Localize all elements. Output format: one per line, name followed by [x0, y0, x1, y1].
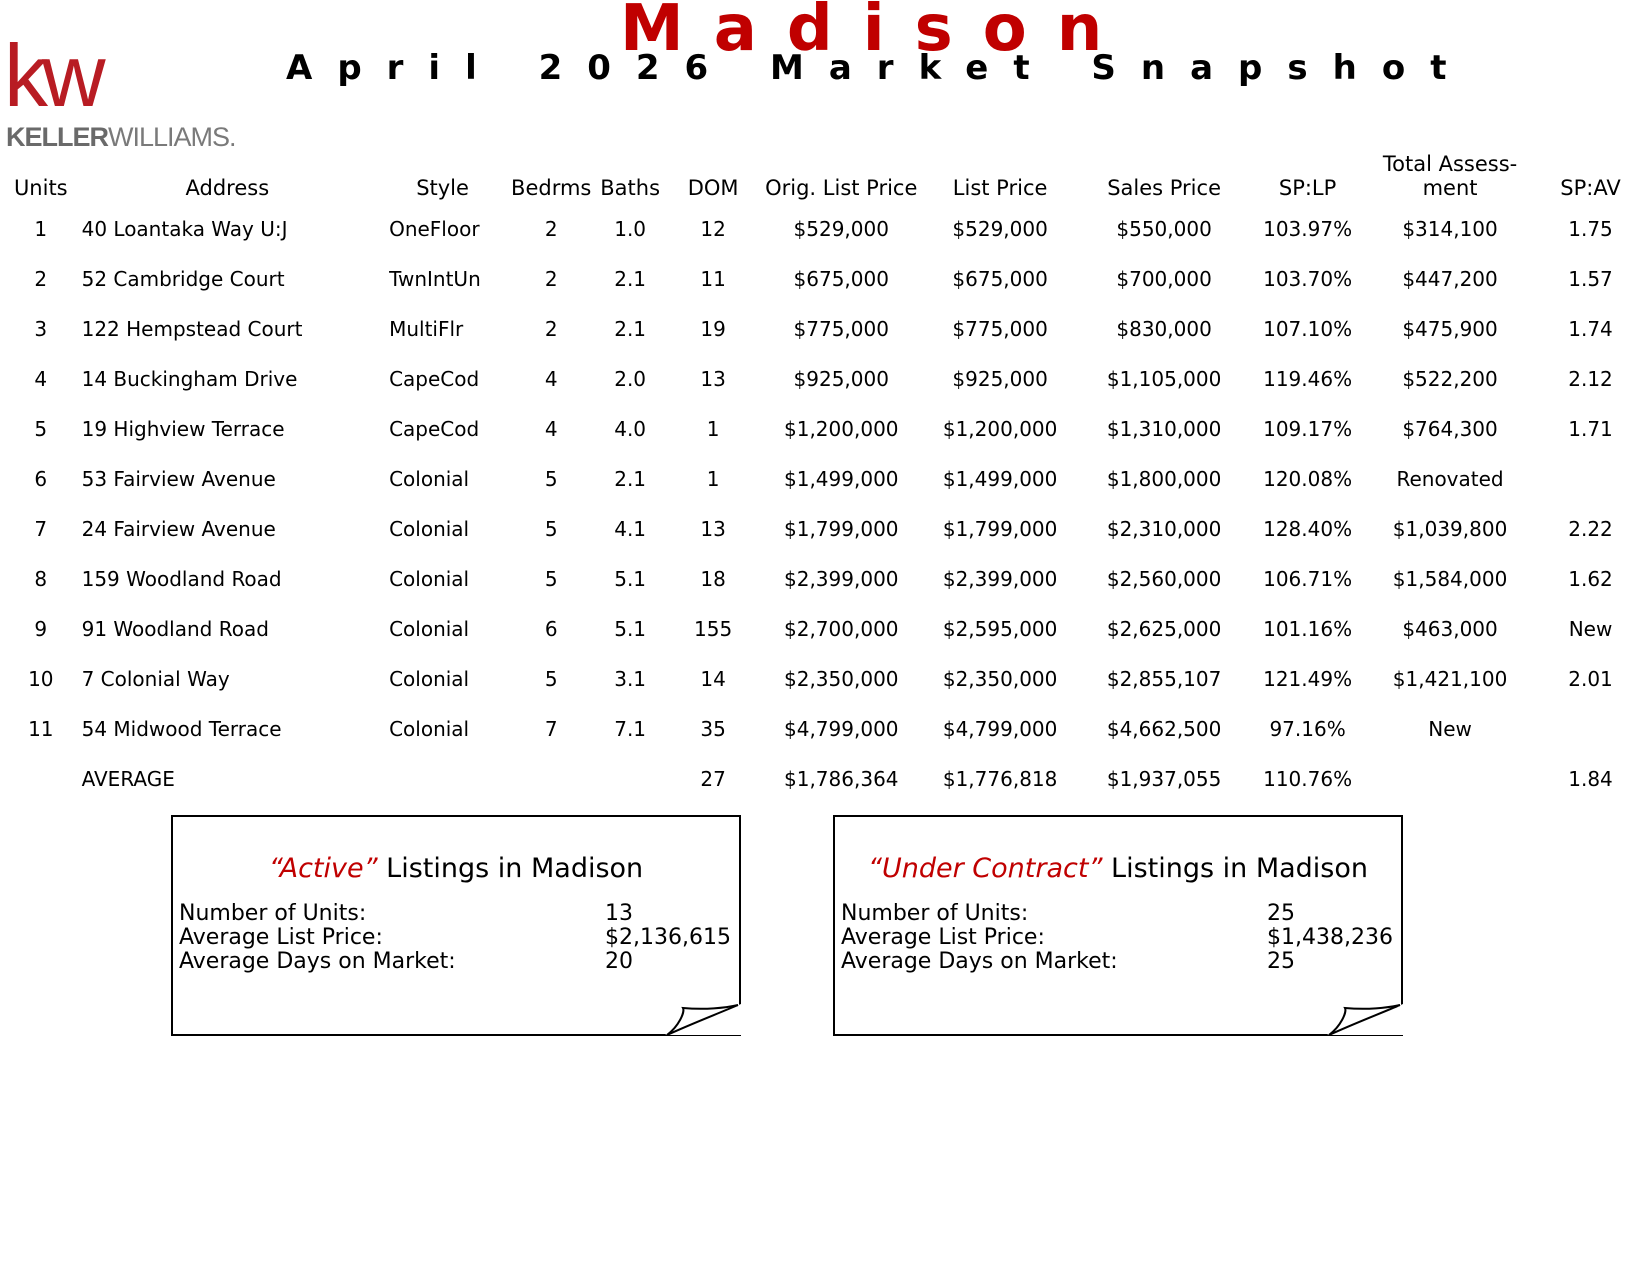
cell-bedrms: 5 — [544, 667, 558, 691]
cell-orig-list-price: $2,399,000 — [784, 567, 899, 591]
col-header-sp-lp: SP:LP — [1278, 176, 1337, 200]
cell-sp-av: 2.01 — [1568, 667, 1613, 691]
cell-address: 53 Fairview Avenue — [81, 467, 276, 491]
kw-logo-mark — [4, 40, 112, 118]
cell-bedrms: 2 — [544, 267, 558, 291]
cell-total-assessment: $1,039,800 — [1392, 517, 1508, 541]
cell-bedrms: 2 — [544, 317, 558, 341]
cell-bedrms: 7 — [544, 717, 558, 741]
cell-list-price: $775,000 — [952, 317, 1048, 341]
average-cell-sp-lp: 110.76% — [1263, 767, 1353, 791]
col-header-sales-price: Sales Price — [1107, 176, 1221, 200]
col-header-dom: DOM — [687, 176, 739, 200]
cell-style: TwnIntUn — [389, 267, 481, 291]
cell-dom: 18 — [700, 567, 726, 591]
cell-list-price: $529,000 — [952, 217, 1048, 241]
cell-sp-lp: 97.16% — [1269, 717, 1346, 741]
cell-address: 19 Highview Terrace — [81, 417, 285, 441]
cell-dom: 12 — [700, 217, 726, 241]
cell-style: OneFloor — [389, 217, 480, 241]
col-header-baths: Baths — [600, 176, 661, 200]
average-cell-bedrms — [504, 754, 598, 804]
average-cell-sales-price: $1,937,055 — [1106, 767, 1222, 791]
table-header-row — [8, 140, 1650, 204]
contract-avg-dom-label: Average Days on Market: — [841, 949, 1118, 974]
cell-baths: 1.0 — [614, 217, 647, 241]
active-units-value: 13 — [605, 901, 633, 926]
cell-sp-lp: 103.70% — [1263, 267, 1353, 291]
cell-sp-lp: 119.46% — [1263, 367, 1353, 391]
col-header-units: Units — [13, 176, 68, 200]
cell-address: 24 Fairview Avenue — [81, 517, 276, 541]
cell-bedrms: 6 — [544, 617, 558, 641]
cell-bedrms: 5 — [544, 517, 558, 541]
cell-bedrms: 4 — [544, 417, 558, 441]
active-listings-box — [171, 815, 741, 1036]
cell-baths: 2.1 — [614, 467, 647, 491]
cell-orig-list-price: $2,700,000 — [784, 617, 899, 641]
cell-list-price: $2,595,000 — [942, 617, 1058, 641]
col-header-total-assessment — [1369, 140, 1531, 204]
logo-name-bold: KELLER — [6, 122, 108, 152]
cell-list-price: $1,200,000 — [942, 417, 1058, 441]
col-header-bedrms: Bedrms — [511, 176, 592, 200]
cell-dom: 1 — [706, 417, 720, 441]
cell-total-assessment: $764,300 — [1402, 417, 1498, 441]
col-header-sp-av: SP:AV — [1560, 176, 1621, 200]
active-avg-price-value: $2,136,615 — [605, 925, 731, 950]
cell-style: Colonial — [389, 567, 470, 591]
cell-sales-price: $830,000 — [1116, 317, 1212, 341]
page-subtitle: April 2026 Market Snapshot — [286, 48, 1472, 88]
cell-baths: 3.1 — [614, 667, 647, 691]
active-units-label: Number of Units: — [179, 901, 367, 926]
cell-list-price: $2,399,000 — [942, 567, 1058, 591]
active-avg-dom-value: 20 — [605, 949, 633, 974]
average-cell-style — [381, 754, 504, 804]
average-row — [8, 754, 1650, 804]
contract-avg-price-value: $1,438,236 — [1267, 925, 1393, 950]
cell-list-price: $925,000 — [952, 367, 1048, 391]
cell-bedrms: 5 — [544, 467, 558, 491]
cell-orig-list-price: $1,799,000 — [784, 517, 899, 541]
cell-sp-lp: 107.10% — [1263, 317, 1353, 341]
cell-style: Colonial — [389, 467, 470, 491]
cell-total-assessment: $463,000 — [1402, 617, 1498, 641]
table-row — [8, 654, 1650, 704]
average-cell-address: AVERAGE — [81, 767, 175, 791]
cell-unit: 1 — [34, 217, 48, 241]
cell-unit: 4 — [34, 367, 48, 391]
active-box-title — [173, 853, 739, 884]
contract-units-label: Number of Units: — [841, 901, 1029, 926]
cell-unit: 2 — [34, 267, 48, 291]
cell-sales-price: $550,000 — [1116, 217, 1212, 241]
cell-sp-lp: 101.16% — [1263, 617, 1353, 641]
cell-unit: 10 — [28, 667, 54, 691]
cell-sp-av: 1.75 — [1568, 217, 1613, 241]
cell-sp-av: New — [1568, 617, 1613, 641]
cell-bedrms: 2 — [544, 217, 558, 241]
average-cell-dom: 27 — [700, 767, 726, 791]
cell-total-assessment: $1,421,100 — [1392, 667, 1508, 691]
cell-dom: 13 — [700, 517, 726, 541]
cell-unit: 8 — [34, 567, 48, 591]
cell-bedrms: 4 — [544, 367, 558, 391]
cell-unit: 6 — [34, 467, 48, 491]
cell-list-price: $2,350,000 — [942, 667, 1058, 691]
cell-baths: 7.1 — [614, 717, 647, 741]
page-curl-icon — [1327, 1004, 1403, 1036]
col-header-style: Style — [416, 176, 469, 200]
cell-orig-list-price: $925,000 — [793, 367, 889, 391]
cell-address: 54 Midwood Terrace — [81, 717, 282, 741]
cell-baths: 5.1 — [614, 617, 647, 641]
table-row — [8, 354, 1650, 404]
table-row — [8, 304, 1650, 354]
table-row — [8, 454, 1650, 504]
cell-baths: 4.1 — [614, 517, 647, 541]
average-cell-baths — [598, 754, 662, 804]
cell-orig-list-price: $775,000 — [793, 317, 889, 341]
table-row — [8, 554, 1650, 604]
cell-list-price: $4,799,000 — [942, 717, 1058, 741]
cell-style: MultiFlr — [389, 317, 464, 341]
cell-unit: 9 — [34, 617, 48, 641]
cell-orig-list-price: $675,000 — [793, 267, 889, 291]
table-row — [8, 204, 1650, 254]
cell-address: 40 Loantaka Way U:J — [81, 217, 288, 241]
cell-sales-price: $2,855,107 — [1106, 667, 1222, 691]
cell-sales-price: $1,800,000 — [1106, 467, 1222, 491]
contract-box-highlight: “Under Contract” — [868, 853, 1103, 884]
cell-sp-av: 1.57 — [1568, 267, 1613, 291]
cell-style: CapeCod — [389, 417, 480, 441]
cell-dom: 155 — [694, 617, 733, 641]
cell-sales-price: $4,662,500 — [1106, 717, 1222, 741]
cell-style: Colonial — [389, 617, 470, 641]
average-cell-orig-list-price: $1,786,364 — [784, 767, 899, 791]
average-cell-unit — [8, 754, 74, 804]
table-row — [8, 404, 1650, 454]
cell-address: 159 Woodland Road — [81, 567, 282, 591]
cell-sales-price: $2,625,000 — [1106, 617, 1222, 641]
cell-unit: 5 — [34, 417, 48, 441]
average-cell-list-price: $1,776,818 — [942, 767, 1058, 791]
cell-bedrms: 5 — [544, 567, 558, 591]
cell-address: 122 Hempstead Court — [81, 317, 303, 341]
cell-total-assessment: New — [1428, 717, 1472, 741]
cell-sales-price: $700,000 — [1116, 267, 1212, 291]
active-avg-price-label: Average List Price: — [179, 925, 383, 950]
cell-sales-price: $1,105,000 — [1106, 367, 1222, 391]
cell-unit: 11 — [28, 717, 54, 741]
cell-sp-av: 1.71 — [1568, 417, 1613, 441]
table-row — [8, 604, 1650, 654]
col-header-orig-list-price: Orig. List Price — [765, 176, 918, 200]
cell-list-price: $1,499,000 — [942, 467, 1058, 491]
cell-total-assessment: $447,200 — [1402, 267, 1498, 291]
cell-list-price: $675,000 — [952, 267, 1048, 291]
cell-unit: 7 — [34, 517, 48, 541]
average-cell-sp-av: 1.84 — [1568, 767, 1613, 791]
contract-box-title-rest: Listings in Madison — [1102, 853, 1368, 884]
cell-sp-lp: 120.08% — [1263, 467, 1353, 491]
cell-sales-price: $1,310,000 — [1106, 417, 1222, 441]
cell-orig-list-price: $529,000 — [793, 217, 889, 241]
page-title: Madison — [620, 0, 1133, 66]
cell-dom: 14 — [700, 667, 726, 691]
cell-total-assessment: $314,100 — [1402, 217, 1498, 241]
cell-sp-lp: 106.71% — [1263, 567, 1353, 591]
assessment-header-line2: ment — [1422, 176, 1478, 200]
cell-sp-lp: 103.97% — [1263, 217, 1353, 241]
cell-total-assessment: Renovated — [1396, 467, 1504, 491]
cell-style: Colonial — [389, 517, 470, 541]
cell-baths: 2.1 — [614, 317, 647, 341]
page-curl-icon — [665, 1004, 741, 1036]
cell-dom: 13 — [700, 367, 726, 391]
cell-orig-list-price: $2,350,000 — [784, 667, 899, 691]
cell-sp-av: 2.22 — [1568, 517, 1613, 541]
table-row — [8, 504, 1650, 554]
col-header-list-price: List Price — [952, 176, 1048, 200]
contract-box-title — [835, 853, 1401, 884]
keller-williams-logo — [4, 40, 244, 152]
cell-style: Colonial — [389, 667, 470, 691]
cell-address: 91 Woodland Road — [81, 617, 269, 641]
assessment-header-line1: Total Assess- — [1382, 152, 1518, 176]
cell-style: CapeCod — [389, 367, 480, 391]
cell-baths: 2.0 — [614, 367, 647, 391]
cell-address: 52 Cambridge Court — [81, 267, 285, 291]
cell-sp-lp: 128.40% — [1263, 517, 1353, 541]
cell-sp-av: 1.62 — [1568, 567, 1613, 591]
under-contract-listings-box — [833, 815, 1403, 1036]
cell-total-assessment: $522,200 — [1402, 367, 1498, 391]
cell-sp-av — [1531, 704, 1650, 754]
logo-name-rest: WILLIAMS. — [108, 122, 236, 152]
cell-baths: 2.1 — [614, 267, 647, 291]
cell-sp-lp: 121.49% — [1263, 667, 1353, 691]
cell-total-assessment: $475,900 — [1402, 317, 1498, 341]
contract-avg-price-label: Average List Price: — [841, 925, 1045, 950]
contract-units-value: 25 — [1267, 901, 1295, 926]
cell-sales-price: $2,310,000 — [1106, 517, 1222, 541]
cell-dom: 11 — [700, 267, 726, 291]
cell-unit: 3 — [34, 317, 48, 341]
cell-sp-av: 1.74 — [1568, 317, 1613, 341]
cell-dom: 35 — [700, 717, 726, 741]
cell-address: 7 Colonial Way — [81, 667, 230, 691]
cell-sp-av: 2.12 — [1568, 367, 1613, 391]
cell-sp-lp: 109.17% — [1263, 417, 1353, 441]
cell-baths: 4.0 — [614, 417, 647, 441]
cell-list-price: $1,799,000 — [942, 517, 1058, 541]
cell-orig-list-price: $4,799,000 — [784, 717, 899, 741]
active-box-highlight: “Active” — [268, 853, 378, 884]
cell-orig-list-price: $1,499,000 — [784, 467, 899, 491]
table-row — [8, 254, 1650, 304]
average-cell-total-assessment — [1369, 754, 1531, 804]
cell-sales-price: $2,560,000 — [1106, 567, 1222, 591]
active-avg-dom-label: Average Days on Market: — [179, 949, 456, 974]
cell-address: 14 Buckingham Drive — [81, 367, 298, 391]
active-box-title-rest: Listings in Madison — [377, 853, 644, 884]
cell-baths: 5.1 — [614, 567, 647, 591]
cell-dom: 19 — [700, 317, 726, 341]
svg-text:kw: kw — [4, 40, 100, 118]
cell-sp-av — [1531, 454, 1650, 504]
cell-orig-list-price: $1,200,000 — [784, 417, 899, 441]
table-row — [8, 704, 1650, 754]
cell-dom: 1 — [706, 467, 720, 491]
cell-style: Colonial — [389, 717, 470, 741]
cell-total-assessment: $1,584,000 — [1392, 567, 1508, 591]
col-header-address: Address — [185, 176, 270, 200]
sales-table — [8, 140, 1650, 804]
table-body — [8, 204, 1650, 804]
contract-avg-dom-value: 25 — [1267, 949, 1295, 974]
